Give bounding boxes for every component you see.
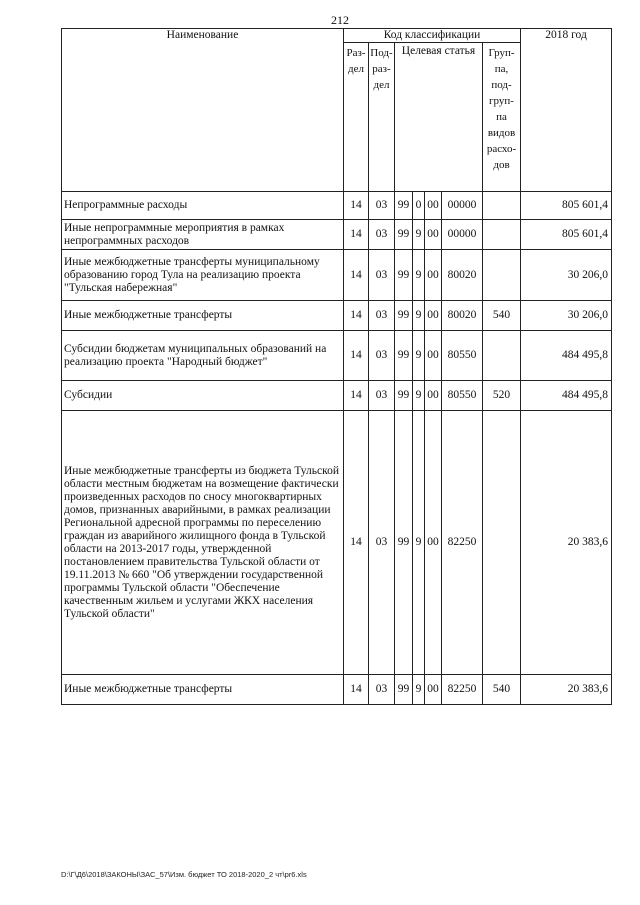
cell-amount: 30 206,0 xyxy=(521,301,612,331)
cell-program: 99 xyxy=(395,411,413,675)
cell-section: 14 xyxy=(344,675,369,705)
cell-name: Субсидии бюджетам муниципальных образований на реализацию проекта "Народный бюджет" xyxy=(62,331,344,381)
cell-subsection: 03 xyxy=(369,411,395,675)
cell-name: Иные непрограммные мероприятия в рамках непрограммных расходов xyxy=(62,220,344,250)
cell-subprogram: 9 xyxy=(413,250,425,301)
cell-direction: 80550 xyxy=(442,331,483,381)
table-row xyxy=(62,250,612,301)
cell-subprogram: 9 xyxy=(413,301,425,331)
table-row xyxy=(62,675,612,705)
header-subsection: Под-раз-дел xyxy=(369,43,395,192)
cell-activity: 00 xyxy=(425,331,442,381)
cell-direction: 82250 xyxy=(442,411,483,675)
header-classification: Код классификации xyxy=(344,29,521,43)
cell-subprogram: 9 xyxy=(413,675,425,705)
table-row xyxy=(62,411,612,675)
cell-direction: 80020 xyxy=(442,301,483,331)
cell-section: 14 xyxy=(344,301,369,331)
cell-activity: 00 xyxy=(425,675,442,705)
cell-activity: 00 xyxy=(425,192,442,220)
cell-amount: 20 383,6 xyxy=(521,411,612,675)
cell-section: 14 xyxy=(344,220,369,250)
header-section: Раз-дел xyxy=(344,43,369,192)
cell-section: 14 xyxy=(344,250,369,301)
cell-name: Иные межбюджетные трансферты муниципальному образованию город Тула на реализацию проекта "Тульская набережная" xyxy=(62,250,344,301)
cell-amount: 805 601,4 xyxy=(521,220,612,250)
table-row xyxy=(62,381,612,411)
cell-program: 99 xyxy=(395,250,413,301)
cell-program: 99 xyxy=(395,331,413,381)
cell-name: Непрограммные расходы xyxy=(62,192,344,220)
cell-expense-group: 540 xyxy=(483,675,521,705)
file-path-footer: D:\Г\Д6\2018\ЗАКОНЫ\ЗАС_57\Изм. бюджет ТО 2018-2020_2 чт\pr6.xls xyxy=(61,870,307,879)
table-row xyxy=(62,192,612,220)
cell-subprogram: 0 xyxy=(413,192,425,220)
cell-program: 99 xyxy=(395,220,413,250)
header-expense-group: Груп-па, под-груп-па видов расхо-дов xyxy=(483,43,521,192)
cell-activity: 00 xyxy=(425,220,442,250)
cell-subprogram: 9 xyxy=(413,220,425,250)
cell-expense-group xyxy=(483,220,521,250)
cell-subsection: 03 xyxy=(369,220,395,250)
header-name: Наименование xyxy=(62,29,344,192)
cell-subprogram: 9 xyxy=(413,411,425,675)
cell-subsection: 03 xyxy=(369,250,395,301)
cell-amount: 484 495,8 xyxy=(521,331,612,381)
header-year: 2018 год xyxy=(521,29,612,192)
cell-program: 99 xyxy=(395,192,413,220)
cell-subsection: 03 xyxy=(369,381,395,411)
cell-direction: 80020 xyxy=(442,250,483,301)
budget-table xyxy=(61,28,612,705)
cell-subsection: 03 xyxy=(369,331,395,381)
table-row xyxy=(62,301,612,331)
cell-expense-group: 540 xyxy=(483,301,521,331)
cell-section: 14 xyxy=(344,331,369,381)
cell-name: Субсидии xyxy=(62,381,344,411)
cell-direction: 80550 xyxy=(442,381,483,411)
cell-program: 99 xyxy=(395,301,413,331)
cell-section: 14 xyxy=(344,411,369,675)
cell-name: Иные межбюджетные трансферты из бюджета Тульской области местным бюджетам на возмещение фактически произведенных расходов по сносу многоквартирных домов, признанных аварийными, в рамках реализации Региональной адресной программы по переселению граждан из аварийного жилищного фонда в Тульской области на 2013-2017 годы, утвержденной постановлением правительства Тульской области от 19.11.2013 № 660 "Об утверждении государственной программы Тульской области "Обеспечение качественным жильем и услугами ЖКХ населения Тульской области" xyxy=(62,411,344,675)
cell-section: 14 xyxy=(344,381,369,411)
cell-expense-group xyxy=(483,192,521,220)
cell-program: 99 xyxy=(395,381,413,411)
cell-subsection: 03 xyxy=(369,192,395,220)
cell-activity: 00 xyxy=(425,381,442,411)
cell-program: 99 xyxy=(395,675,413,705)
cell-expense-group: 520 xyxy=(483,381,521,411)
cell-subprogram: 9 xyxy=(413,331,425,381)
cell-activity: 00 xyxy=(425,301,442,331)
header-target-article: Целевая статья xyxy=(395,43,483,192)
cell-amount: 30 206,0 xyxy=(521,250,612,301)
cell-name: Иные межбюджетные трансферты xyxy=(62,675,344,705)
cell-direction: 82250 xyxy=(442,675,483,705)
page-number: 212 xyxy=(331,13,349,27)
cell-direction: 00000 xyxy=(442,220,483,250)
table-row xyxy=(62,331,612,381)
cell-expense-group xyxy=(483,250,521,301)
cell-subprogram: 9 xyxy=(413,381,425,411)
cell-name: Иные межбюджетные трансферты xyxy=(62,301,344,331)
header-row-top xyxy=(62,29,612,43)
cell-amount: 805 601,4 xyxy=(521,192,612,220)
cell-subsection: 03 xyxy=(369,301,395,331)
cell-subsection: 03 xyxy=(369,675,395,705)
cell-activity: 00 xyxy=(425,411,442,675)
cell-section: 14 xyxy=(344,192,369,220)
cell-amount: 20 383,6 xyxy=(521,675,612,705)
cell-expense-group xyxy=(483,411,521,675)
cell-amount: 484 495,8 xyxy=(521,381,612,411)
table-row xyxy=(62,220,612,250)
cell-activity: 00 xyxy=(425,250,442,301)
cell-direction: 00000 xyxy=(442,192,483,220)
cell-expense-group xyxy=(483,331,521,381)
